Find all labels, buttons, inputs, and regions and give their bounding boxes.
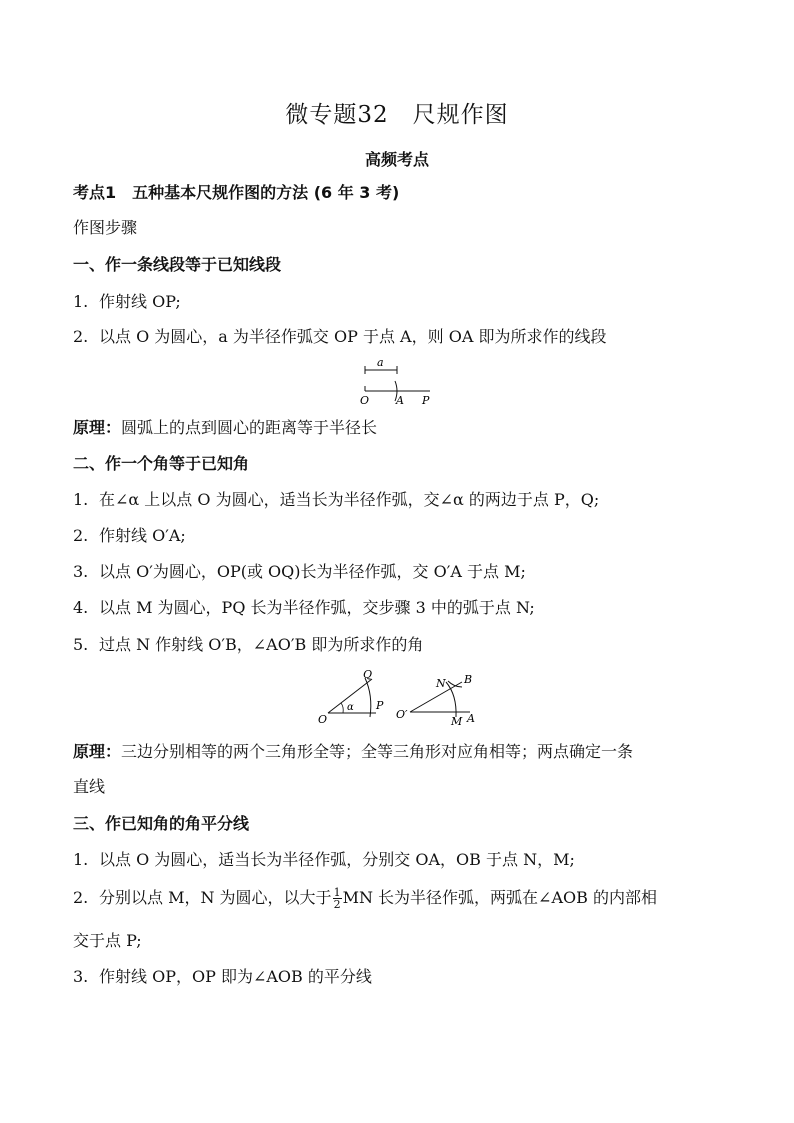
step-number: 3.: [73, 562, 89, 581]
step-text: 以点 O′为圆心，OP(或 OQ)长为半径作弧，交 O′A 于点 M;: [99, 562, 526, 581]
part3-step-1: [73, 849, 575, 871]
principle-label: 原理：: [73, 742, 122, 761]
segment-figure: [352, 355, 442, 407]
step-text: 以点 O 为圆心，适当长为半径作弧，分别交 OA，OB 于点 N，M;: [99, 850, 575, 869]
step-text: 作射线 OP;: [99, 292, 181, 311]
step-number: 1.: [73, 292, 89, 311]
step-text: 以点 O 为圆心，a 为半径作弧交 OP 于点 A，则 OA 即为所求作的线段: [99, 327, 607, 346]
label-P: P: [422, 394, 430, 407]
label-A: A: [396, 394, 404, 407]
step-text: 以点 M 为圆心，PQ 长为半径作弧，交步骤 3 中的弧于点 N;: [99, 598, 535, 617]
label-M: M: [451, 715, 463, 728]
fraction: [333, 887, 342, 910]
step-text: 作射线 O′A;: [99, 526, 186, 545]
angle-figure: [310, 665, 490, 731]
part2-heading: 二、作一个角等于已知角: [73, 454, 250, 473]
part2-principle-cont: 直线: [73, 777, 106, 796]
topic-heading: 考点1 五种基本尺规作图的方法 (6 年 3 考): [73, 183, 400, 202]
part2-step-3: [73, 561, 526, 583]
step-text: 交于点 P;: [73, 931, 142, 950]
part3-heading: 三、作已知角的角平分线: [73, 814, 250, 833]
alpha-arc: [341, 703, 343, 713]
part1-principle: [73, 417, 377, 439]
step-text: 在∠α 上以点 O 为圆心，适当长为半径作弧，交∠α 的两边于点 P，Q;: [99, 490, 600, 509]
principle-text: 圆弧上的点到圆心的距离等于半径长: [121, 418, 378, 437]
label-O: O: [360, 394, 370, 407]
step-number: 2.: [73, 327, 89, 346]
page-title: 微专题32 尺规作图: [285, 102, 509, 128]
step-number: 1.: [73, 490, 89, 509]
step-number: 2.: [73, 526, 89, 545]
part2-step-5: [73, 634, 423, 656]
principle-label: 原理：: [73, 418, 122, 437]
part3-step-2: [73, 887, 657, 910]
part2-step-2: [73, 525, 186, 547]
label-N: N: [436, 677, 446, 690]
step-text: 过点 N 作射线 O′B，∠AO′B 即为所求作的角: [99, 635, 424, 654]
label-A: A: [467, 712, 475, 725]
label-alpha: α: [347, 702, 354, 713]
step-text-cont: MN 长为半径作弧，两弧在∠AOB 的内部相: [342, 888, 657, 907]
part2-step-1: [73, 489, 599, 511]
part1-step-2: [73, 326, 606, 348]
label-Q: Q: [363, 668, 373, 681]
step-text: 作射线 OP，OP 即为∠AOB 的平分线: [99, 967, 372, 986]
right-arc-small: [448, 681, 462, 687]
label-a: a: [377, 356, 384, 369]
label-P: P: [376, 699, 384, 712]
part3-step-3: [73, 966, 372, 988]
fraction-numerator: 1: [333, 886, 341, 899]
step-number: 3.: [73, 967, 89, 986]
step-number: 2.: [73, 888, 89, 907]
step-number: 1.: [73, 850, 89, 869]
label-O: O: [318, 713, 328, 726]
part2-principle: [73, 741, 633, 763]
fraction-denominator: 2: [333, 898, 341, 911]
part2-step-4: [73, 597, 535, 619]
label-O-prime: O′: [396, 708, 408, 721]
section-heading: 高频考点: [364, 150, 429, 169]
part1-heading: 一、作一条线段等于已知线段: [73, 255, 282, 274]
label-B: B: [464, 673, 473, 686]
steps-heading: 作图步骤: [73, 218, 138, 237]
principle-text: 三边分别相等的两个三角形全等；全等三角形对应角相等；两点确定一条: [121, 742, 634, 761]
part3-step-2-cont: [73, 930, 142, 952]
step-text: 分别以点 M，N 为圆心，以大于: [99, 888, 332, 907]
part1-step-1: [73, 291, 181, 313]
step-number: 4.: [73, 598, 89, 617]
step-number: 5.: [73, 635, 89, 654]
